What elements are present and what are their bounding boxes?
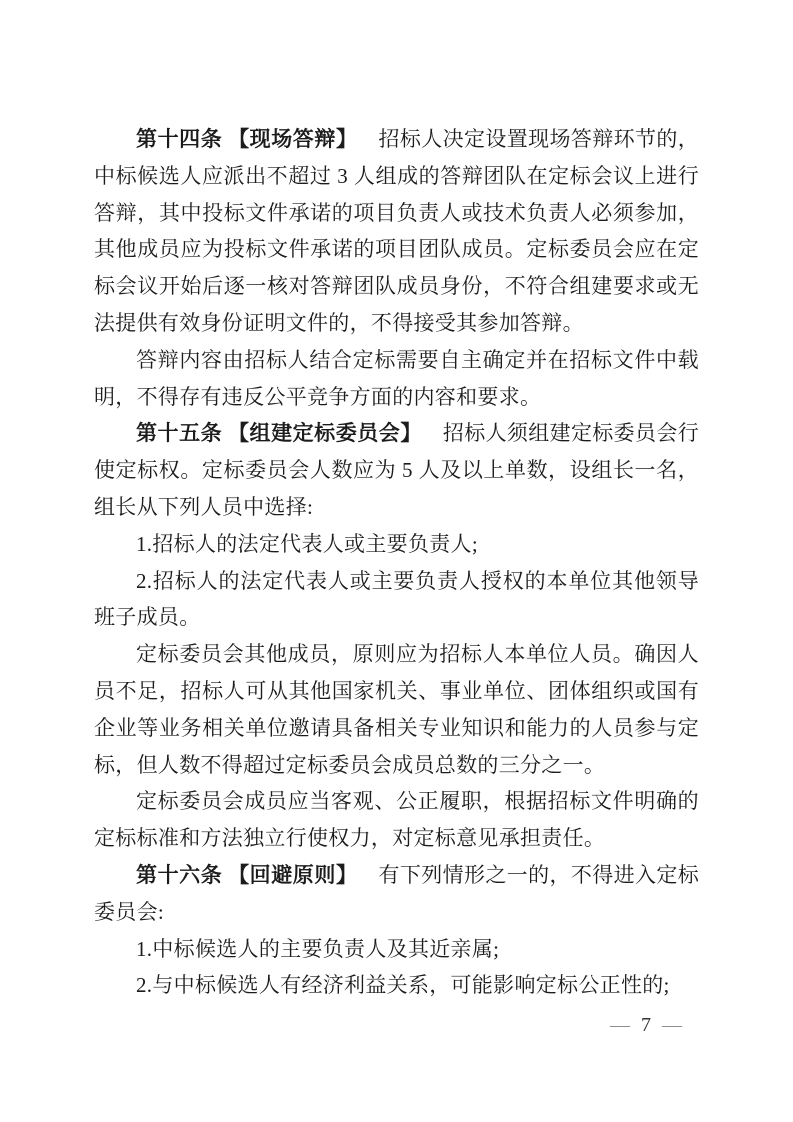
footer-dash-left: — <box>610 1014 631 1036</box>
list-item-2 <box>94 563 699 637</box>
paragraph-article-15 <box>94 415 699 525</box>
paragraph-text: 有下列情形之一的，不得进入定标委员会: <box>94 862 700 924</box>
paragraph-text: 2.与中标候选人有经济利益关系，可能影响定标公正性的; <box>136 973 670 998</box>
paragraph-article-16 <box>94 857 699 931</box>
document-body <box>94 121 699 1004</box>
paragraph-text: 2.招标人的法定代表人或主要负责人授权的本单位其他领导班子成员。 <box>94 568 699 630</box>
avoidance-item-2 <box>94 967 699 1004</box>
paragraph-text: 1.中标候选人的主要负责人及其近亲属; <box>136 936 500 961</box>
paragraph-text: 定标委员会其他成员，原则应为招标人本单位人员。确因人员不足，招标人可从其他国家机关、事业单位、团体组织或国有企业等业务相关单位邀请具备相关专业知识和能力的人员参与定标，但人数不得超过定标委员会成员总数的三分之一。 <box>94 642 699 777</box>
footer-page-number: 7 <box>641 1014 652 1036</box>
paragraph-text: 答辩内容由招标人结合定标需要自主确定并在招标文件中载明，不得存有违反公平竞争方面的内容和要求。 <box>94 347 699 409</box>
paragraph-defense-content <box>94 342 699 416</box>
paragraph-member-duty <box>94 783 699 857</box>
article-14-heading: 第十四条 【现场答辩】 <box>136 127 358 151</box>
paragraph-text: 定标委员会成员应当客观、公正履职，根据招标文件明确的定标标准和方法独立行使权力，对定标意见承担责任。 <box>94 789 699 851</box>
paragraph-text: 1.招标人的法定代表人或主要负责人; <box>136 531 478 556</box>
paragraph-text: 招标人决定设置现场答辩环节的，中标候选人应派出不超过 3 人组成的答辩团队在定标会议上进行答辩，其中投标文件承诺的项目负责人或技术负责人必须参加，其他成员应为投标文件承诺的项目团队成员。定标委员会应在定标会议开始后逐一核对答辩团队成员身份，不符合组建要求或无法提供有效身份证明文件的，不得接受其参加答辩。 <box>94 127 700 335</box>
paragraph-other-members <box>94 636 699 783</box>
avoidance-item-1 <box>94 931 699 968</box>
paragraph-text: 招标人须组建定标委员会行使定标权。定标委员会人数应为 5 人及以上单数，设组长一名，组长从下列人员中选择: <box>94 421 699 519</box>
list-item-1 <box>94 526 699 563</box>
article-15-heading: 第十五条 【组建定标委员会】 <box>136 421 422 446</box>
footer-dash-right: — <box>662 1014 683 1036</box>
paragraph-article-14 <box>94 121 699 342</box>
article-16-heading: 第十六条 【回避原则】 <box>136 862 358 887</box>
page-footer <box>604 1012 689 1038</box>
